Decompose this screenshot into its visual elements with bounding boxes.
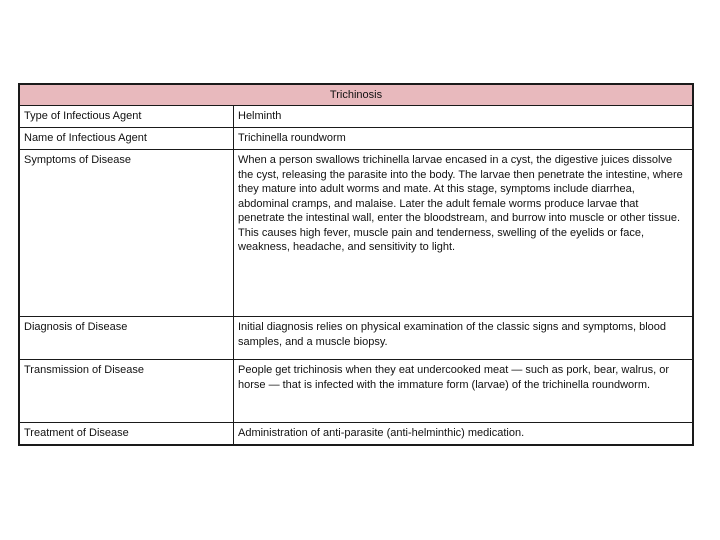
row-value: When a person swallows trichinella larvae encased in a cyst, the digestive juices dissolve the cyst, releasing the parasite into the body. The larvae then penetrate the intestine, where they mature into adult worms and mate. At this stage, symptoms include diarrhea, abdominal cramps, and malaise. Later the adult female worms produce larvae that penetrate the intestinal wall, enter the bloodstream, and burrow into muscle or other tissue. This causes high fever, muscle pain and tenderness, swelling of the eyelids or face, weakness, headache, and sensitivity to light. [238,154,683,253]
table-row-treatment [20,423,692,444]
row-label: Type of Infectious Agent [20,106,234,127]
row-value: Initial diagnosis relies on physical examination of the classic signs and symptoms, blood samples, and a muscle biopsy. [238,321,666,348]
table-row-type [20,106,692,128]
row-label: Name of Infectious Agent [20,128,234,149]
row-label: Transmission of Disease [20,360,234,422]
table-row-diagnosis [20,317,692,360]
table-title-row [20,85,692,106]
table-row-name [20,128,692,150]
row-label: Treatment of Disease [20,423,234,444]
row-value: People get trichinosis when they eat undercooked meat — such as pork, bear, walrus, or horse — that is infected with the immature form (larvae) of the trichinella roundworm. [238,364,670,391]
row-value: Helminth [238,110,282,122]
disease-info-table [18,83,694,446]
row-label: Symptoms of Disease [20,150,234,316]
row-value: Administration of anti-parasite (anti-helminthic) medication. [238,427,525,439]
table-row-symptoms [20,150,692,317]
table-row-transmission [20,360,692,423]
table-title: Trichinosis [329,89,383,101]
row-label: Diagnosis of Disease [20,317,234,359]
row-value: Trichinella roundworm [238,132,346,144]
